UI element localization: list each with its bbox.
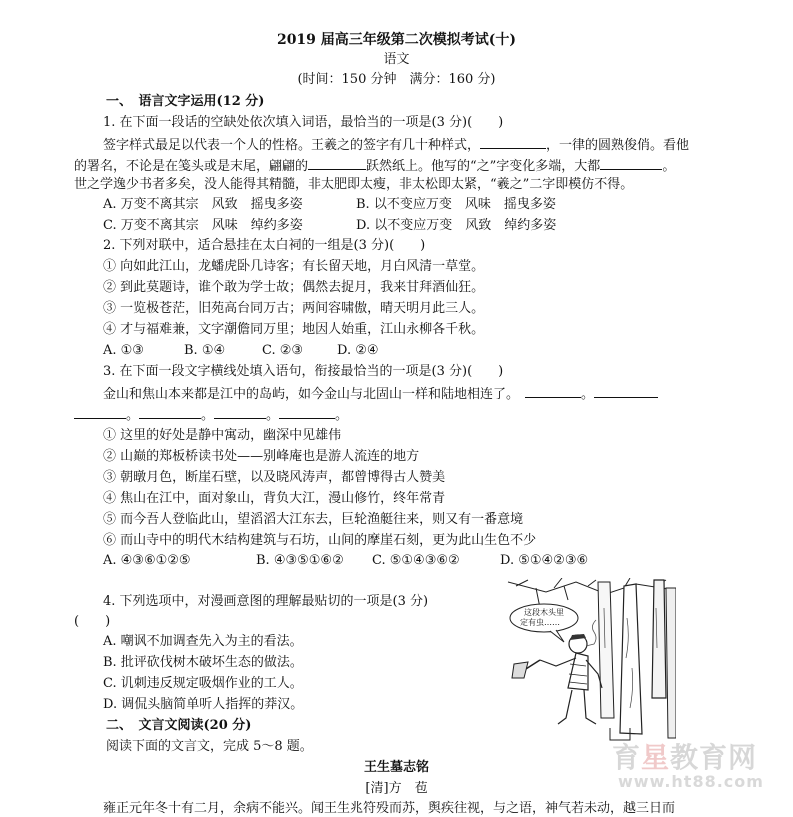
q3-item-4: ④ 焦山在江中，面对象山，背负大江，漫山修竹，终年常青 [103,491,446,506]
q1-passage-text: 的署名，不论是在笺头或是末尾，翩翩的 [74,159,309,174]
q3-item-6: ⑥ 而山寺中的明代木结构建筑与石坊，山间的摩崖石刻，更为此山生色不少 [103,533,537,548]
q2-item-3: ③ 一览极苍茫，旧苑高台同万古；两间容啸傲，晴天明月此三人。 [103,301,485,316]
q3-option-c[interactable]: C. ⑤①④③⑥② [372,553,460,568]
period-mark: 。 [662,159,676,174]
q3-option-a[interactable]: A. ④③⑥①②⑤ [103,553,191,568]
fill-blank [139,406,201,419]
q1-option-c[interactable]: C. 万变不离其宗 风味 绰约多姿 [103,218,303,233]
q2-item-4: ④ 才与福难兼，文字潮儋同万里；地因人始重，江山永柳各千秋。 [103,322,485,337]
q3-item-5: ⑤ 而今吾人登临此山，望滔滔大江东去，巨轮渔艇往来，则又有一番意境 [103,512,524,527]
cartoon-illustration [506,578,676,746]
q1-passage-line2 [74,157,675,175]
q3-blanks-line [74,406,348,424]
q4-option-c[interactable]: C. 讥刺违反规定吸烟作业的工人。 [103,676,303,691]
q1-passage-line1 [103,136,689,154]
watermark-part: 育 [612,741,642,774]
q2-option-c[interactable]: C. ②③ [262,343,304,358]
q3-passage [103,385,658,403]
q4-option-b[interactable]: B. 批评砍伐树木破坏生态的做法。 [103,655,303,670]
q3-option-d[interactable]: D. ⑤①④②③⑥ [500,553,589,568]
fill-blank [74,406,126,419]
q4-stem: 4. 下列选项中，对漫画意图的理解最贴切的一项是(3 分) [103,594,429,609]
watermark-star-char: 星 [641,741,671,774]
q2-option-d[interactable]: D. ②④ [337,343,379,358]
section2-heading: 二、 文言文阅读(20 分) [106,718,252,733]
sep-mark: 。 [266,408,280,423]
q1-passage-line3: 世之学逸少书者多矣，没人能得其精髓，非太肥即太瘦，非太松即太紧，“羲之”二字即模仿不得。 [74,177,634,192]
q4-option-d[interactable]: D. 调侃头脑简单听人指挥的莽汉。 [103,697,304,712]
q1-stem: 1. 在下面一段话的空缺处依次填入词语，最恰当的一项是(3 分)( ) [103,115,504,130]
q1-option-d[interactable]: D. 以不变应万变 风致 绰约多姿 [356,218,557,233]
q3-option-b[interactable]: B. ④③⑤①⑥② [256,553,344,568]
section2-intro: 阅读下面的文言文，完成 5～8 题。 [106,739,313,754]
passage-first-line: 雍正元年冬十有二月，余病不能兴。闻王生兆符殁而苏，舆疾往视，与之语，神气若未动，越三日而 [103,801,676,816]
watermark-url: www.ht88.com [618,772,764,791]
bubble-text-2: 定有虫…… [520,618,560,627]
sep-mark: 。 [335,408,349,423]
section1-heading: 一、 语言文字运用(12 分) [106,94,265,109]
sep-mark: 。 [201,408,215,423]
q2-option-b[interactable]: B. ①④ [184,343,226,358]
site-watermark [612,736,782,796]
fill-blank [594,385,658,398]
q1-option-a[interactable]: A. 万变不离其宗 风致 摇曳多姿 [103,197,303,212]
bubble-text-1: 这段木头里 [524,608,564,617]
q2-item-2: ② 到此莫题诗，谁个敢为学士故；偶然去捉月，我来甘拜酒仙狂。 [103,280,485,295]
q1-passage-text: 跃然纸上。他写的“之”字变化多端，大都 [366,159,601,174]
q4-answer-paren: ( ) [74,614,111,629]
q2-option-a[interactable]: A. ①③ [103,343,144,358]
q1-option-b[interactable]: B. 以不变应万变 风味 摇曳多姿 [356,197,556,212]
q1-passage-text: ，一律的圆熟俊俏。看他 [546,138,690,153]
q4-option-a[interactable]: A. 嘲讽不加调查先入为主的看法。 [103,634,303,649]
fill-blank [279,406,335,419]
fill-blank [600,157,662,170]
exam-title: 2019 届高三年级第二次模拟考试(十) [276,32,517,48]
q3-item-3: ③ 朝暾月色，断崖石壁，以及晓风涛声，都曾博得古人赞美 [103,470,446,485]
q3-passage-text: 金山和焦山本来都是江中的岛屿，如今金山与北固山一样和陆地相连了。 [103,387,520,402]
fill-blank [214,406,266,419]
passage-author: [清]方 苞 [365,781,428,796]
subject-title: 语文 [383,52,410,67]
passage-title: 王生墓志铭 [363,760,429,775]
fill-blank [308,157,366,170]
watermark-name [612,736,757,776]
sep-mark: 。 [126,408,140,423]
sep-mark: 。 [581,387,595,402]
q2-stem: 2. 下列对联中，适合悬挂在太白祠的一组是(3 分)( ) [103,238,426,253]
q1-passage-text: 签字样式最足以代表一个人的性格。王羲之的签字有几十种样式， [103,138,481,153]
time-info: (时间：150 分钟 满分：160 分) [297,72,496,87]
watermark-part: 教育网 [670,741,758,774]
fill-blank [525,385,581,398]
q3-item-1: ① 这里的好处是静中寓动，幽深中见雄伟 [103,428,342,443]
q3-stem: 3. 在下面一段文字横线处填入语句，衔接最恰当的一项是(3 分)( ) [103,364,504,379]
fill-blank [480,136,546,149]
q2-item-1: ① 向如此江山，龙蟠虎卧几诗客；有长留天地，月白风清一草堂。 [103,259,485,274]
q3-item-2: ② 山巅的郑板桥读书处——别峰庵也是游人流连的地方 [103,449,420,464]
